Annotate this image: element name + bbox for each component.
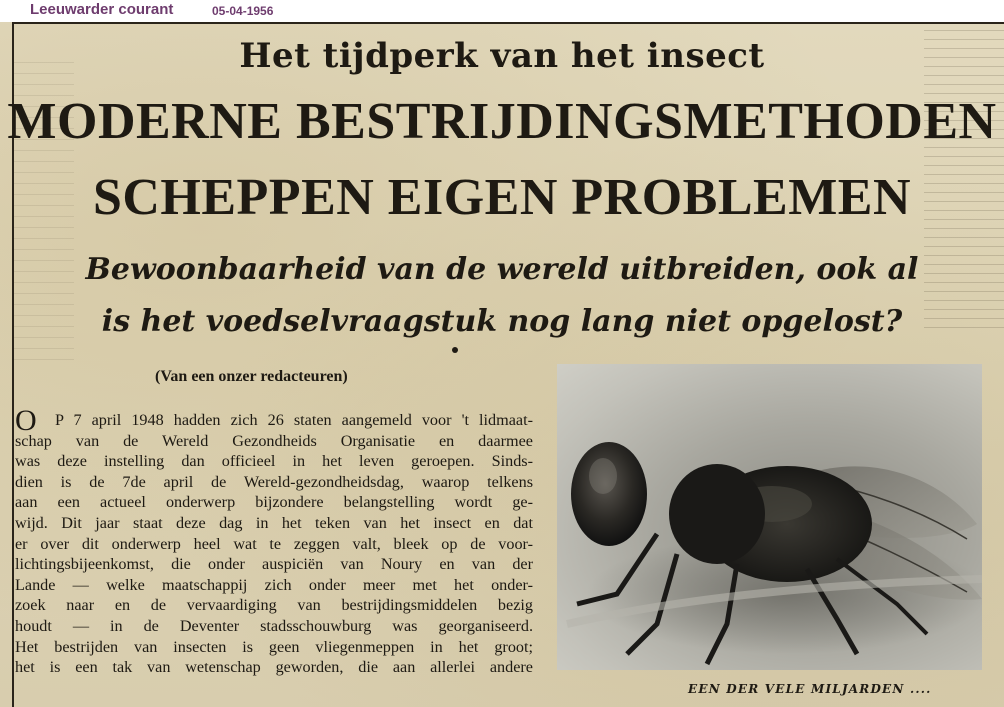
- body-line: Het bestrijden van insecten is geen vliegenmeppen in het groot;: [15, 637, 533, 656]
- drop-cap: O: [15, 404, 37, 437]
- body-line: zoek naar en de vervaardiging van bestrijdingsmiddelen bezig: [15, 596, 533, 615]
- headline-line-1: MODERNE BESTRIJDINGSMETHODEN: [7, 93, 997, 150]
- body-line: er over dit onderwerp heel wat te zeggen valt, bleek op de voor-: [15, 534, 533, 553]
- body-line: houdt — in de Deventer stadsschouwburg was georganiseerd.: [15, 616, 533, 635]
- article-kicker: Het tijdperk van het insect: [239, 36, 765, 76]
- subheadline-line-1: Bewoonbaarheid van de wereld uitbreiden, ook al: [85, 252, 919, 287]
- clipping-border-top: [12, 22, 1004, 24]
- subheadline-line-2: is het voedselvraagstuk nog lang niet opgelost?: [101, 304, 903, 339]
- newspaper-name: Leeuwarder courant: [30, 1, 174, 18]
- fly-illustration: [557, 364, 982, 670]
- article-byline: (Van een onzer redacteuren): [155, 368, 348, 385]
- newspaper-clipping: [0, 22, 1004, 707]
- source-header: [0, 0, 1004, 22]
- body-line: Lande — welke maatschappij zich onder meer met het onder-: [15, 575, 533, 594]
- headline-line-2: SCHEPPEN EIGEN PROBLEMEN: [92, 169, 912, 226]
- body-line: lichtingsbijeenkomst, die onder auspiciën van Noury en van der: [15, 555, 533, 574]
- ornament-dot: [452, 347, 458, 353]
- article-body: [15, 410, 533, 678]
- body-line: was deze instelling dan officieel in het leven geroepen. Sinds-: [15, 452, 533, 471]
- body-line: wijd. Dit jaar staat deze dag in het teken van het insect en dat: [15, 513, 533, 532]
- fly-photo: [557, 364, 982, 670]
- body-line: schap van de Wereld Gezondheids Organisatie en daarmee: [15, 431, 533, 450]
- publication-date: 05-04-1956: [212, 4, 274, 18]
- photo-caption: EEN DER VELE MILJARDEN ....: [688, 682, 932, 696]
- body-line: het is een tak van wetenschap geworden, die aan allerlei andere: [15, 658, 533, 677]
- body-line: aan een actueel onderwerp bijzondere belangstelling wordt ge-: [15, 493, 533, 512]
- body-line: dien is de 7de april de Wereld-gezondheidsdag, waarop telkens: [15, 472, 533, 491]
- body-line: P 7 april 1948 hadden zich 26 staten aangemeld voor 't lidmaat-: [55, 411, 533, 429]
